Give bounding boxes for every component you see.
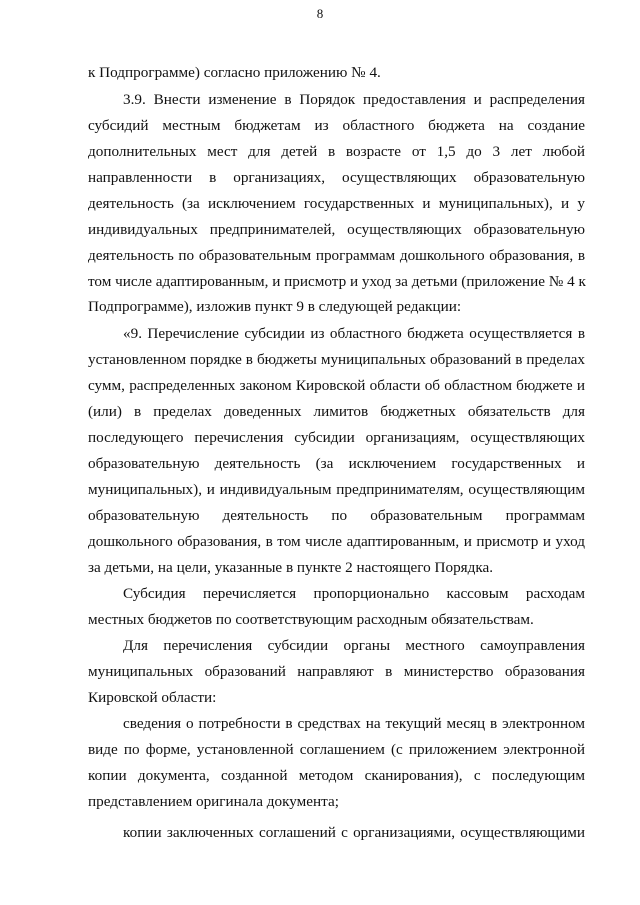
text-line: муниципальных), и индивидуальным предпринимателям, осуществляющим <box>88 481 585 498</box>
text-line: муниципальных образований направляют в министерство образования <box>88 663 585 680</box>
text-line: образовательную деятельность (за исключением государственных и <box>88 455 585 472</box>
text-line: сведения о потребности в средствах на текущий месяц в электронном <box>123 715 585 732</box>
text-line: (или) в пределах доведенных лимитов бюджетных обязательств для <box>88 403 585 420</box>
text-line: Кировской области: <box>88 689 217 706</box>
text-line: Подпрограмме), изложив пункт 9 в следующей редакции: <box>88 298 462 315</box>
text-line: направленности в организациях, осуществляющих образовательную <box>88 169 585 186</box>
text-line: индивидуальных предпринимателей, осуществляющих образовательную <box>88 221 585 238</box>
text-line: «9. Перечисление субсидии из областного бюджета осуществляется в <box>123 325 585 342</box>
text-line: дополнительных мест для детей в возрасте от 1,5 до 3 лет любой <box>88 143 585 160</box>
page-number: 8 <box>316 6 324 21</box>
text-line: последующего перечисления субсидии организациям, осуществляющих <box>88 429 585 446</box>
text-line: образовательную деятельность по образовательным программам <box>88 507 585 524</box>
text-line: деятельность по образовательным программам дошкольного образования, в <box>88 247 585 264</box>
text-line: к Подпрограмме) согласно приложению № 4. <box>88 64 381 81</box>
text-line: Субсидия перечисляется пропорционально кассовым расходам <box>123 585 585 602</box>
text-line: 3.9. Внести изменение в Порядок предоставления и распределения <box>123 91 585 108</box>
text-line: за детьми, на цели, указанные в пункте 2 настоящего Порядка. <box>88 559 494 576</box>
text-line: установленном порядке в бюджеты муниципальных образований в пределах <box>88 351 585 368</box>
text-line: представлением оригинала документа; <box>88 793 339 810</box>
text-line: субсидий местным бюджетам из областного бюджета на создание <box>88 117 585 134</box>
text-line: виде по форме, установленной соглашением (с приложением электронной <box>88 741 585 758</box>
text-line: Для перечисления субсидии органы местного самоуправления <box>123 637 585 654</box>
text-line: сумм, распределенных законом Кировской области об областном бюджете и <box>88 377 585 394</box>
text-line: том числе адаптированным, и присмотр и уход за детьми (приложение № 4 к <box>88 273 586 290</box>
text-line: местных бюджетов по соответствующим расходным обязательствам. <box>88 611 534 628</box>
text-line: деятельность (за исключением государственных и муниципальных), и у <box>88 195 585 212</box>
text-line: копии заключенных соглашений с организациями, осуществляющими <box>123 824 585 841</box>
text-line: дошкольного образования, в том числе адаптированным, и присмотр и уход <box>88 533 585 550</box>
text-line: копии документа, созданной методом сканирования), с последующим <box>88 767 585 784</box>
